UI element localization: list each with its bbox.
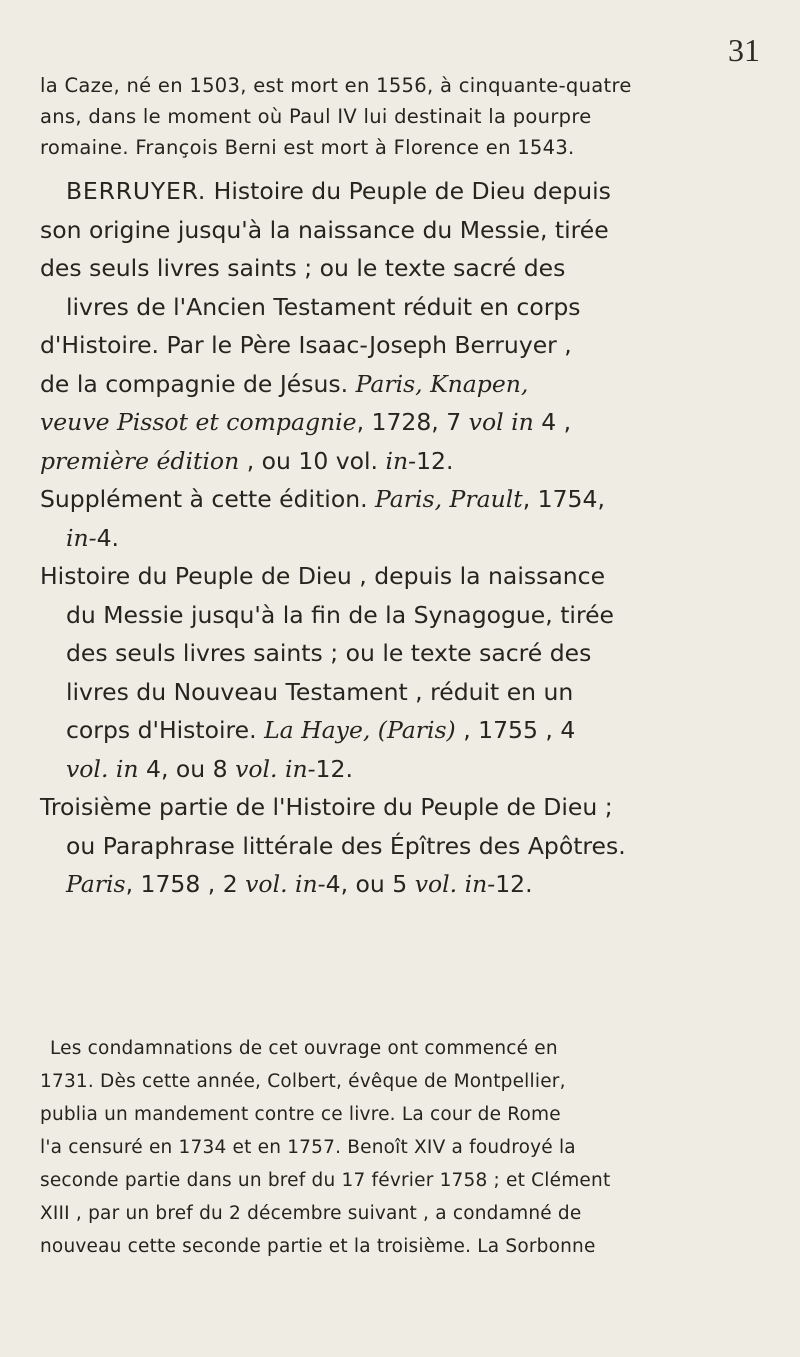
text-line: publia un mandement contre ce livre. La cour de Rome xyxy=(40,1104,561,1125)
text-line: 1731. Dès cette année, Colbert, évêque de Montpellier, xyxy=(40,1071,566,1092)
entry-new-testament xyxy=(40,557,780,788)
text-span: , 1758 , 2 xyxy=(125,870,246,898)
imprint-italic: La Haye, (Paris) xyxy=(264,716,456,744)
entry-first-line xyxy=(40,172,780,211)
previous-entry-continuation xyxy=(40,70,770,163)
text-line xyxy=(40,365,780,404)
text-line xyxy=(40,750,780,789)
text-line: des seuls livres saints ; ou le texte sacré des xyxy=(66,639,592,667)
text-span: , ou 10 vol. xyxy=(239,446,386,475)
text-line xyxy=(40,711,780,750)
text-line: livres du Nouveau Testament , réduit en un xyxy=(66,677,574,706)
text-span: 4. xyxy=(96,523,120,552)
format-italic: vol. in- xyxy=(414,870,496,898)
text-line xyxy=(40,865,780,904)
imprint-italic: Paris xyxy=(66,870,126,898)
footnote-block xyxy=(40,1032,780,1263)
text-span: corps d'Histoire. xyxy=(66,716,265,744)
text-line: Histoire du Peuple de Dieu , depuis la naissance xyxy=(40,562,606,590)
text-line xyxy=(40,519,780,558)
text-line: l'a censuré en 1734 et en 1757. Benoît XIV a foudroyé la xyxy=(40,1137,576,1158)
text-line: ans, dans le moment où Paul IV lui destinait la pourpre xyxy=(40,105,592,128)
text-span: 12. xyxy=(315,754,353,783)
format-italic: vol. in- xyxy=(245,870,326,898)
text-span: 4, ou 8 xyxy=(138,754,236,783)
text-line: ou Paraphrase littérale des Épîtres des Apôtres. xyxy=(66,831,626,860)
text-line: d'Histoire. Par le Père Isaac-Joseph Berruyer , xyxy=(40,331,572,359)
format-italic: in- xyxy=(66,523,97,552)
text-span: 4 , xyxy=(533,408,572,436)
entry-berruyer-old-testament xyxy=(40,172,780,480)
text-line: du Messie jusqu'à la fin de la Synagogue, tirée xyxy=(66,600,615,629)
format-italic: vol. in xyxy=(66,754,139,783)
text-line xyxy=(40,480,780,519)
text-line: des seuls livres saints ; ou le texte sacré des xyxy=(40,254,566,282)
text-line xyxy=(40,403,780,442)
text-line: la Caze, né en 1503, est mort en 1556, à cinquante-quatre xyxy=(40,74,632,97)
text-span: 12. xyxy=(416,446,454,475)
imprint-italic: Paris, Prault xyxy=(375,485,523,513)
text-span: Histoire du Peuple de Dieu depuis xyxy=(206,177,611,205)
imprint-italic: veuve Pissot et compagnie xyxy=(40,408,357,436)
edition-italic: première édition xyxy=(40,446,240,475)
text-line: seconde partie dans un bref du 17 février 1758 ; et Clément xyxy=(40,1170,611,1191)
text-line: Les condamnations de cet ouvrage ont commencé en xyxy=(50,1038,558,1059)
text-span: 4, ou 5 xyxy=(325,870,415,898)
text-line: livres de l'Ancien Testament réduit en corps xyxy=(66,292,581,321)
author-name: BERRUYER. xyxy=(66,177,207,205)
bibliography-entries xyxy=(40,172,780,904)
text-line: romaine. François Berni est mort à Florence en 1543. xyxy=(40,136,575,159)
entry-third-part xyxy=(40,788,780,904)
text-span: de la compagnie de Jésus. xyxy=(40,369,356,398)
text-span: , 1755 , 4 xyxy=(455,716,576,744)
text-span: , 1728, 7 xyxy=(356,408,469,436)
text-span: 12. xyxy=(495,870,533,898)
text-line: nouveau cette seconde partie et la troisième. La Sorbonne xyxy=(40,1236,596,1257)
imprint-italic: Paris, Knapen, xyxy=(355,369,529,398)
text-span: Supplément à cette édition. xyxy=(40,485,376,513)
page-number: 31 xyxy=(728,32,760,68)
text-line: XIII , par un bref du 2 décembre suivant , a condamné de xyxy=(40,1203,582,1224)
text-line xyxy=(40,442,780,481)
format-italic: in- xyxy=(385,446,417,475)
text-line: son origine jusqu'à la naissance du Messie, tirée xyxy=(40,215,609,244)
text-line: Troisième partie de l'Histoire du Peuple de Dieu ; xyxy=(40,793,613,821)
text-span: , 1754, xyxy=(522,485,605,513)
format-italic: vol. in- xyxy=(235,754,316,783)
format-italic: vol in xyxy=(468,408,534,436)
entry-supplement xyxy=(40,480,780,557)
